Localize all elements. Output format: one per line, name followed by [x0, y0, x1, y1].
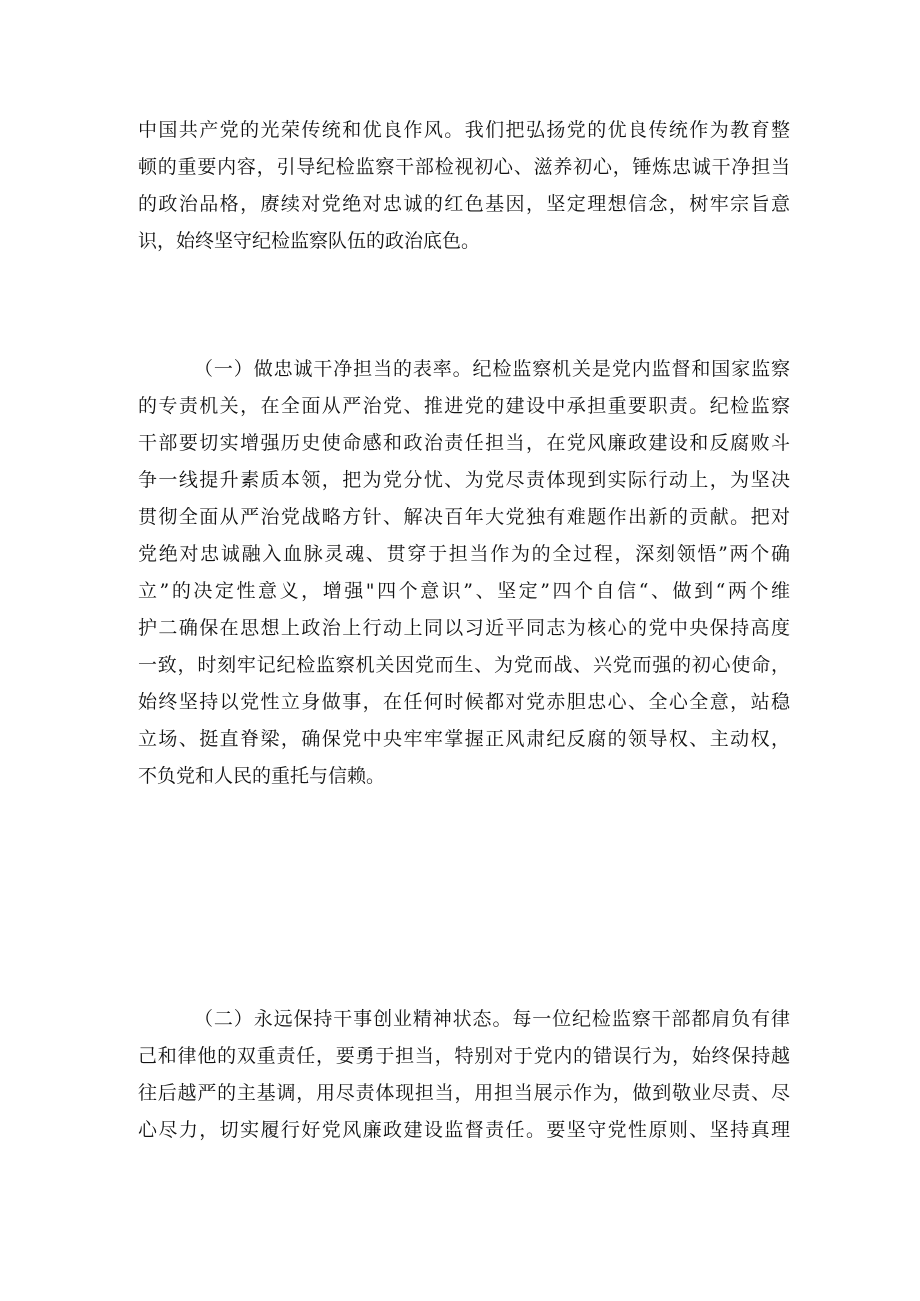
- paragraph-intro-continued: [138, 112, 790, 260]
- text-line: 党绝对忠诚融入血脉灵魂、贯穿于担当作为的全过程，深刻领悟”两个确: [138, 543, 790, 565]
- text-line: 的政治品格，赓续对党绝对忠诚的红色基因，坚定理想信念，树牢宗旨意: [138, 193, 790, 215]
- text-line: 心尽力，切实履行好党风廉政建设监督责任。要坚守党性原则、坚持真理: [138, 1119, 790, 1141]
- text-line: 的专责机关，在全面从严治党、推进党的建设中承担重要职责。纪检监察: [138, 395, 790, 417]
- text-line: 顿的重要内容，引导纪检监察干部检视初心、滋养初心，锤炼忠诚干净担当: [138, 156, 790, 178]
- text-line: 识，始终坚守纪检监察队伍的政治底色。: [138, 230, 481, 252]
- text-line: 立”的决定性意义，增强"四个意识”、坚定”四个自信“、做到“两个维: [138, 580, 790, 602]
- text-line: 一致，时刻牢记纪检监察机关因党而生、为党而战、兴党而强的初心使命，: [138, 654, 790, 676]
- section-heading-line: （一）做忠诚干净担当的表率。纪检监察机关是党内监督和国家监察: [194, 358, 790, 380]
- text-line: 贯彻全面从严治党战略方针、解决百年大党独有难题作出新的贡献。把对: [138, 506, 790, 528]
- text-line: 立场、挺直脊梁，确保党中央牢牢掌握正风肃纪反腐的领导权、主动权，: [138, 728, 790, 750]
- text-line: 己和律他的双重责任，要勇于担当，特别对于党内的错误行为，始终保持越: [138, 1045, 790, 1067]
- text-line: 护二确保在思想上政治上行动上同以习近平同志为核心的党中央保持高度: [138, 617, 790, 639]
- text-line: 始终坚持以党性立身做事，在任何时候都对党赤胆忠心、全心全意，站稳: [138, 691, 790, 713]
- text-line: 干部要切实增强历史使命感和政治责任担当，在党风廉政建设和反腐败斗: [138, 432, 790, 454]
- text-line: 往后越严的主基调，用尽责体现担当，用担当展示作为，做到敬业尽责、尽: [138, 1082, 790, 1104]
- text-line: 争一线提升素质本领，把为党分忧、为党尽责体现到实际行动上，为坚决: [138, 469, 790, 491]
- section-heading-line: （二）永远保持干事创业精神状态。每一位纪检监察干部都肩负有律: [194, 1008, 790, 1030]
- paragraph-section-two: [138, 1001, 790, 1149]
- text-line: 不负党和人民的重托与信赖。: [138, 765, 386, 787]
- text-line: 中国共产党的光荣传统和优良作风。我们把弘扬党的优良传统作为教育整: [138, 119, 790, 141]
- paragraph-section-one: [138, 351, 790, 795]
